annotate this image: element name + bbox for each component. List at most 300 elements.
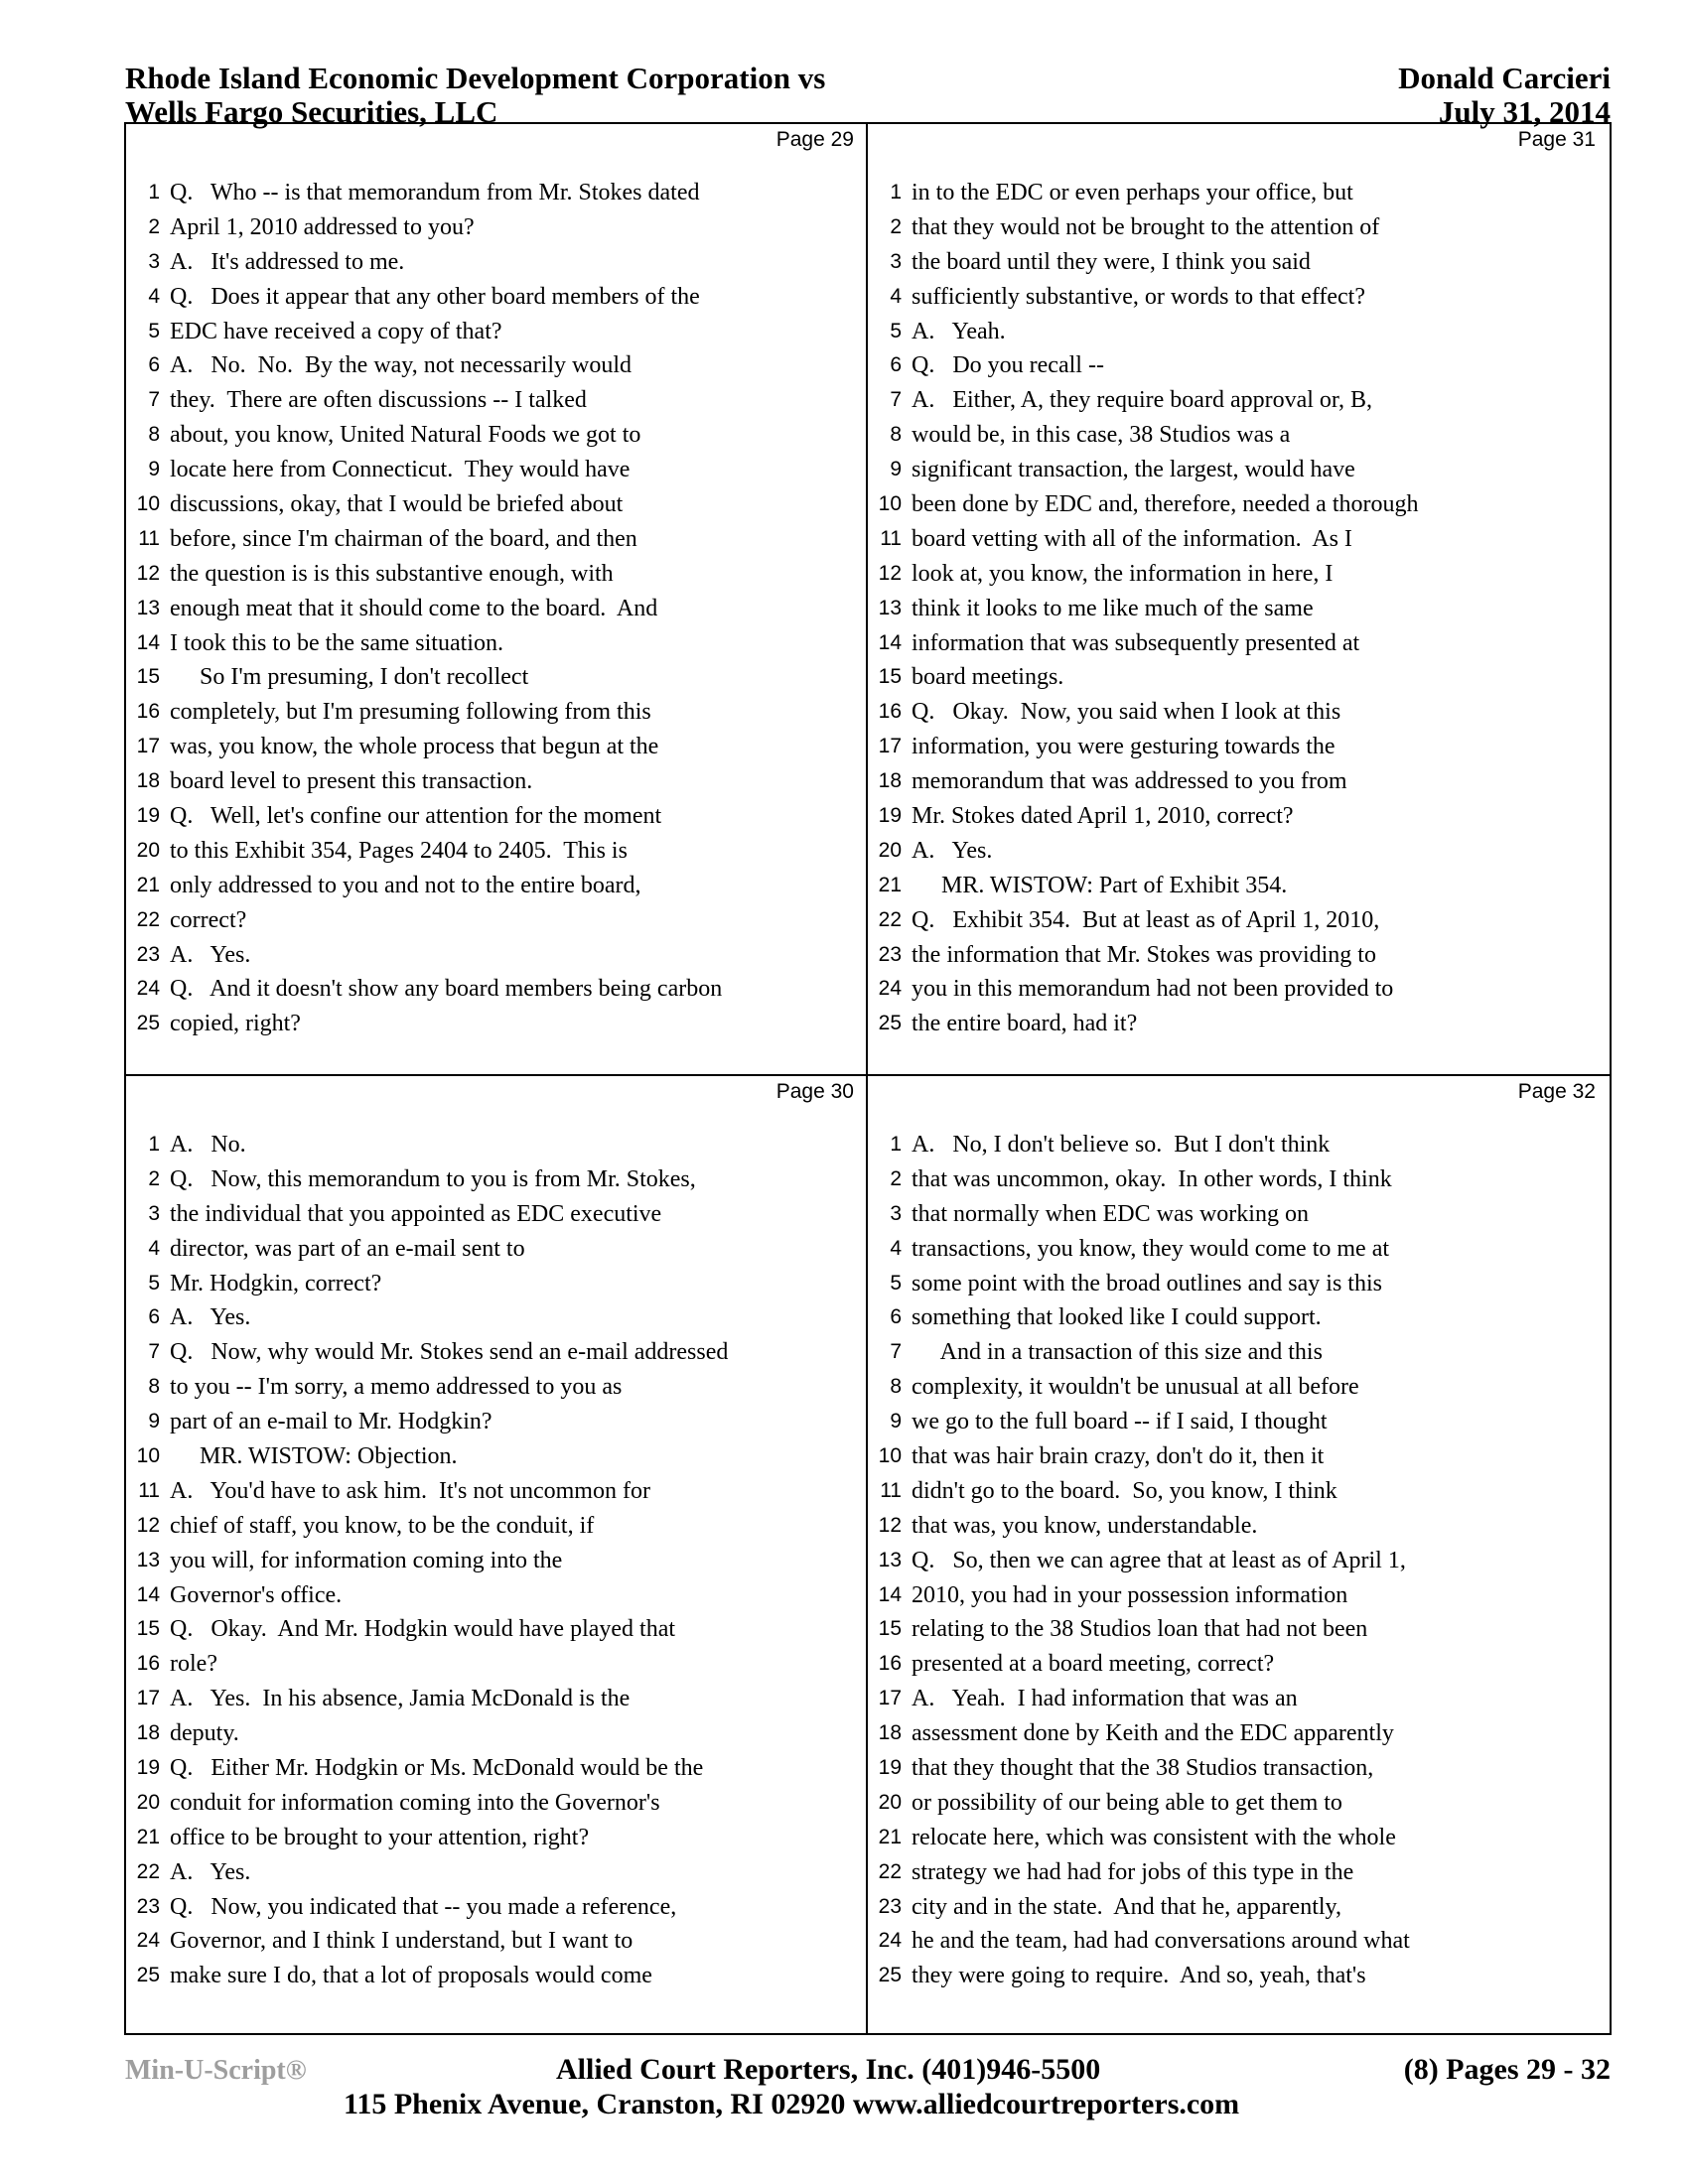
line-number: 12 <box>136 1513 160 1537</box>
transcript-line <box>868 1821 1610 1855</box>
line-text: didn't go to the board. So, you know, I think <box>912 1477 1337 1504</box>
line-text: conduit for information coming into the Governor's <box>170 1789 660 1816</box>
transcript-lines <box>868 176 1610 1041</box>
transcript-line <box>868 1474 1610 1509</box>
line-number: 5 <box>148 1271 160 1295</box>
line-text: something that looked like I could support. <box>912 1304 1322 1331</box>
line-number: 12 <box>878 561 902 585</box>
line-number: 22 <box>136 907 160 931</box>
line-number: 12 <box>136 561 160 585</box>
line-text: strategy we had had for jobs of this type in the <box>912 1858 1354 1885</box>
line-number: 8 <box>890 423 902 447</box>
line-text: the board until they were, I think you said <box>912 248 1311 275</box>
transcript-line <box>126 383 868 418</box>
line-text: copied, right? <box>170 1011 301 1037</box>
line-text: board vetting with all of the information. As I <box>912 525 1352 552</box>
line-number: 22 <box>878 907 902 931</box>
transcript-line <box>126 1474 868 1509</box>
line-number: 2 <box>148 214 160 238</box>
transcript-line <box>868 1924 1610 1959</box>
transcript-line <box>868 1007 1610 1041</box>
transcript-line <box>126 834 868 869</box>
line-text: deputy. <box>170 1720 239 1747</box>
transcript-line <box>868 1647 1610 1682</box>
line-text: before, since I'm chairman of the board, and then <box>170 525 637 552</box>
line-text: information, you were gesturing towards the <box>912 734 1336 760</box>
line-text: A. Yes. <box>170 941 251 968</box>
line-number: 14 <box>136 630 160 654</box>
transcript-line <box>126 1716 868 1751</box>
transcript-line <box>126 1786 868 1821</box>
transcript-line <box>868 1682 1610 1716</box>
line-text: A. Yeah. I had information that was an <box>912 1686 1298 1712</box>
line-number: 5 <box>890 319 902 342</box>
transcript-line <box>868 1716 1610 1751</box>
line-number: 14 <box>878 1582 902 1606</box>
line-number: 15 <box>878 1617 902 1641</box>
line-text: about, you know, United Natural Foods we got to <box>170 422 641 449</box>
transcript-line <box>868 1959 1610 1993</box>
line-number: 3 <box>890 249 902 273</box>
line-number: 10 <box>136 492 160 516</box>
line-number: 22 <box>136 1859 160 1883</box>
transcript-line <box>868 557 1610 592</box>
line-number: 25 <box>136 1964 160 1987</box>
transcript-line <box>126 1335 868 1370</box>
line-number: 11 <box>880 526 902 550</box>
line-text: A. Yeah. <box>912 318 1006 344</box>
transcript-line <box>868 626 1610 661</box>
line-number: 7 <box>890 1340 902 1364</box>
line-text: 2010, you had in your possession information <box>912 1581 1348 1608</box>
line-text: A. Yes. In his absence, Jamia McDonald is the <box>170 1686 631 1712</box>
line-number: 20 <box>878 838 902 862</box>
transcript-line <box>126 1405 868 1439</box>
line-number: 23 <box>136 1894 160 1918</box>
line-number: 24 <box>136 1929 160 1953</box>
line-text: Q. Exhibit 354. But at least as of April 1, 2010, <box>912 906 1380 933</box>
line-text: board level to present this transaction. <box>170 768 533 795</box>
line-number: 6 <box>148 353 160 377</box>
line-number: 12 <box>878 1513 902 1537</box>
line-text: A. It's addressed to me. <box>170 248 405 275</box>
transcript-line <box>126 522 868 557</box>
transcript-line <box>868 938 1610 973</box>
transcript-line <box>126 1959 868 1993</box>
line-text: presented at a board meeting, correct? <box>912 1651 1275 1678</box>
line-text: Q. Now, this memorandum to you is from Mr. Stokes, <box>170 1165 696 1192</box>
line-number: 18 <box>878 1721 902 1745</box>
line-number: 5 <box>890 1271 902 1295</box>
line-number: 7 <box>148 1340 160 1364</box>
line-number: 11 <box>138 1478 160 1502</box>
line-number: 9 <box>148 1410 160 1433</box>
line-number: 3 <box>890 1201 902 1225</box>
page-label: Page 31 <box>1517 128 1596 151</box>
line-number: 20 <box>136 1790 160 1814</box>
line-number: 2 <box>890 1166 902 1190</box>
transcript-line <box>868 903 1610 938</box>
line-number: 16 <box>878 700 902 724</box>
line-text: or possibility of our being able to get them to <box>912 1789 1342 1816</box>
transcript-line <box>868 418 1610 453</box>
line-text: the information that Mr. Stokes was providing to <box>912 941 1376 968</box>
line-number: 11 <box>880 1478 902 1502</box>
line-text: in to the EDC or even perhaps your office, but <box>912 180 1353 205</box>
line-number: 16 <box>136 1652 160 1676</box>
transcript-line <box>868 1544 1610 1578</box>
transcript-lines <box>868 1128 1610 1993</box>
line-number: 14 <box>878 630 902 654</box>
line-text: assessment done by Keith and the EDC apparently <box>912 1720 1394 1747</box>
line-number: 20 <box>878 1790 902 1814</box>
transcript-line <box>126 1682 868 1716</box>
footer-page-range: (8) Pages 29 - 32 <box>1403 2053 1611 2086</box>
line-text: would be, in this case, 38 Studios was a <box>912 422 1291 449</box>
line-number: 21 <box>878 1825 902 1848</box>
line-number: 20 <box>136 838 160 862</box>
line-text: A. No. No. By the way, not necessarily would <box>170 352 633 379</box>
line-text: to you -- I'm sorry, a memo addressed to you as <box>170 1374 623 1401</box>
line-number: 4 <box>890 284 902 308</box>
transcript-line <box>868 210 1610 245</box>
line-text: office to be brought to your attention, right? <box>170 1824 590 1850</box>
transcript-line <box>868 799 1610 834</box>
transcript-line <box>868 1509 1610 1544</box>
transcript-lines <box>126 176 868 1041</box>
line-text: Q. Well, let's confine our attention for the moment <box>170 803 662 830</box>
transcript-line <box>126 1162 868 1197</box>
line-number: 14 <box>136 1582 160 1606</box>
transcript-line <box>126 487 868 522</box>
transcript-line <box>868 280 1610 315</box>
line-text: Q. Does it appear that any other board members of the <box>170 283 700 310</box>
line-number: 13 <box>878 596 902 619</box>
footer-brand: Min-U-Script® <box>125 2055 307 2086</box>
line-text: part of an e-mail to Mr. Hodgkin? <box>170 1409 492 1435</box>
line-text: information that was subsequently presented at <box>912 629 1360 656</box>
transcript-line <box>868 315 1610 349</box>
transcript-line <box>868 1855 1610 1890</box>
line-number: 16 <box>136 700 160 724</box>
transcript-line <box>868 869 1610 903</box>
line-text: to this Exhibit 354, Pages 2404 to 2405. This is <box>170 837 628 864</box>
line-number: 15 <box>878 665 902 689</box>
line-text: correct? <box>170 906 247 933</box>
transcript-line <box>868 1786 1610 1821</box>
line-number: 17 <box>878 1687 902 1710</box>
case-caption <box>125 62 825 129</box>
transcript-line <box>126 280 868 315</box>
line-number: 13 <box>878 1548 902 1571</box>
transcript-line <box>868 1439 1610 1474</box>
transcript-line <box>126 1855 868 1890</box>
transcript-lines <box>126 1128 868 1993</box>
line-text: city and in the state. And that he, apparently, <box>912 1893 1341 1920</box>
line-number: 3 <box>148 249 160 273</box>
line-number: 19 <box>136 1756 160 1780</box>
transcript-line <box>126 764 868 799</box>
line-text: chief of staff, you know, to be the conduit, if <box>170 1512 595 1539</box>
line-text: Q. Who -- is that memorandum from Mr. Stokes dated <box>170 180 700 205</box>
transcript-line <box>126 1267 868 1301</box>
line-number: 10 <box>878 492 902 516</box>
line-text: they. There are often discussions -- I talked <box>170 387 587 414</box>
line-number: 25 <box>878 1964 902 1987</box>
line-text: that was hair brain crazy, don't do it, then it <box>912 1443 1325 1470</box>
case-caption-line1: Rhode Island Economic Development Corporation vs <box>125 61 826 95</box>
line-number: 1 <box>890 181 902 204</box>
transcript-line <box>126 1370 868 1405</box>
transcript-line <box>126 592 868 626</box>
transcript-line <box>868 1232 1610 1267</box>
line-number: 22 <box>878 1859 902 1883</box>
line-number: 11 <box>138 526 160 550</box>
line-number: 1 <box>148 1133 160 1156</box>
transcript-line <box>868 1128 1610 1162</box>
line-number: 10 <box>136 1444 160 1468</box>
line-text: that they would not be brought to the attention of <box>912 213 1380 240</box>
line-text: MR. WISTOW: Objection. <box>170 1443 458 1470</box>
line-number: 7 <box>148 388 160 412</box>
transcript-line <box>868 348 1610 383</box>
transcript-line <box>868 1335 1610 1370</box>
line-text: I took this to be the same situation. <box>170 629 503 656</box>
line-text: sufficiently substantive, or words to that effect? <box>912 283 1365 310</box>
line-number: 21 <box>878 873 902 896</box>
line-number: 19 <box>136 804 160 828</box>
line-text: Mr. Stokes dated April 1, 2010, correct? <box>912 803 1294 830</box>
line-number: 10 <box>878 1444 902 1468</box>
line-text: was, you know, the whole process that begun at the <box>170 734 659 760</box>
transcript-line <box>126 799 868 834</box>
line-text: been done by EDC and, therefore, needed a thorough <box>912 491 1419 518</box>
transcript-line <box>126 453 868 487</box>
witness-name: Donald Carcieri <box>1398 61 1611 95</box>
line-number: 18 <box>136 769 160 793</box>
line-text: discussions, okay, that I would be briefed about <box>170 491 624 518</box>
line-number: 4 <box>148 284 160 308</box>
line-number: 7 <box>890 388 902 412</box>
line-text: Q. Now, you indicated that -- you made a reference, <box>170 1893 677 1920</box>
line-number: 17 <box>878 735 902 758</box>
line-number: 15 <box>136 1617 160 1641</box>
horizontal-divider <box>124 1074 1612 1076</box>
line-text: some point with the broad outlines and say is this <box>912 1270 1382 1297</box>
transcript-line <box>126 1197 868 1232</box>
line-text: look at, you know, the information in here, I <box>912 560 1334 587</box>
line-text: complexity, it wouldn't be unusual at all before <box>912 1374 1359 1401</box>
transcript-line <box>126 1544 868 1578</box>
transcript-line <box>126 1821 868 1855</box>
deposition-date: July 31, 2014 <box>1438 94 1611 129</box>
transcript-line <box>868 592 1610 626</box>
line-number: 19 <box>878 1756 902 1780</box>
line-number: 21 <box>136 1825 160 1848</box>
line-number: 23 <box>878 942 902 966</box>
line-number: 8 <box>148 1375 160 1399</box>
line-number: 25 <box>136 1012 160 1035</box>
line-number: 8 <box>148 423 160 447</box>
line-text: enough meat that it should come to the board. And <box>170 595 658 621</box>
line-text: board meetings. <box>912 664 1064 691</box>
transcript-line <box>126 348 868 383</box>
transcript-line <box>868 834 1610 869</box>
line-text: Q. So, then we can agree that at least as of April 1, <box>912 1547 1406 1573</box>
line-text: Q. Either Mr. Hodgkin or Ms. McDonald would be the <box>170 1755 704 1782</box>
line-number: 24 <box>878 1929 902 1953</box>
transcript-line <box>868 1162 1610 1197</box>
line-number: 18 <box>878 769 902 793</box>
line-text: that they thought that the 38 Studios transaction, <box>912 1755 1374 1782</box>
transcript-line <box>868 1751 1610 1786</box>
transcript-line <box>126 1890 868 1925</box>
line-text: EDC have received a copy of that? <box>170 318 502 344</box>
line-text: you in this memorandum had not been provided to <box>912 976 1394 1003</box>
transcript-line <box>868 383 1610 418</box>
line-text: you will, for information coming into the <box>170 1547 563 1573</box>
line-text: MR. WISTOW: Part of Exhibit 354. <box>912 872 1288 898</box>
line-text: A. No, I don't believe so. But I don't think <box>912 1132 1331 1158</box>
transcript-line <box>868 660 1610 695</box>
page-label: Page 29 <box>775 128 854 151</box>
line-number: 17 <box>136 1687 160 1710</box>
line-number: 19 <box>878 804 902 828</box>
transcript-line <box>126 626 868 661</box>
line-text: director, was part of an e-mail sent to <box>170 1235 525 1262</box>
transcript-line <box>868 1267 1610 1301</box>
line-number: 4 <box>148 1236 160 1260</box>
line-text: relating to the 38 Studios loan that had not been <box>912 1616 1368 1643</box>
line-number: 1 <box>890 1133 902 1156</box>
transcript-line <box>126 418 868 453</box>
line-text: A. No. <box>170 1132 246 1158</box>
line-number: 24 <box>136 977 160 1001</box>
footer-reporter: Allied Court Reporters, Inc. (401)946-5500 <box>556 2053 1101 2086</box>
line-text: Governor's office. <box>170 1581 343 1608</box>
line-number: 1 <box>148 181 160 204</box>
page-label: Page 30 <box>775 1080 854 1103</box>
line-text: memorandum that was addressed to you from <box>912 768 1347 795</box>
transcript-line <box>126 1232 868 1267</box>
line-number: 23 <box>878 1894 902 1918</box>
transcript-line <box>126 903 868 938</box>
line-number: 6 <box>890 353 902 377</box>
transcript-line <box>868 1370 1610 1405</box>
line-number: 9 <box>890 458 902 481</box>
line-number: 4 <box>890 1236 902 1260</box>
case-caption-line2: Wells Fargo Securities, LLC <box>125 94 498 129</box>
transcript-line <box>868 1405 1610 1439</box>
line-text: transactions, you know, they would come to me at <box>912 1235 1390 1262</box>
transcript-line <box>126 1924 868 1959</box>
transcript-line <box>126 1439 868 1474</box>
transcript-line <box>126 315 868 349</box>
line-number: 13 <box>136 596 160 619</box>
line-text: locate here from Connecticut. They would have <box>170 457 631 483</box>
line-number: 17 <box>136 735 160 758</box>
line-number: 6 <box>148 1305 160 1329</box>
transcript-line <box>126 1509 868 1544</box>
transcript-line <box>868 1300 1610 1335</box>
line-number: 18 <box>136 1721 160 1745</box>
line-number: 16 <box>878 1652 902 1676</box>
transcript-line <box>126 1578 868 1613</box>
line-number: 21 <box>136 873 160 896</box>
line-text: A. Yes. <box>912 837 993 864</box>
transcript-line <box>126 1300 868 1335</box>
line-text: that was uncommon, okay. In other words, I think <box>912 1165 1392 1192</box>
line-text: Q. And it doesn't show any board members being carbon <box>170 976 723 1003</box>
line-text: the individual that you appointed as EDC executive <box>170 1200 662 1227</box>
line-text: And in a transaction of this size and this <box>912 1339 1323 1366</box>
line-text: So I'm presuming, I don't recollect <box>170 664 529 691</box>
transcript-line <box>126 1128 868 1162</box>
deposition-info <box>1398 62 1611 129</box>
line-text: Mr. Hodgkin, correct? <box>170 1270 382 1297</box>
transcript-line <box>868 453 1610 487</box>
transcript-line <box>868 487 1610 522</box>
transcript-line <box>868 695 1610 730</box>
line-text: they were going to require. And so, yeah, that's <box>912 1963 1366 1989</box>
line-text: A. Either, A, they require board approval or, B, <box>912 387 1372 414</box>
line-text: A. Yes. <box>170 1858 251 1885</box>
line-number: 2 <box>148 1166 160 1190</box>
transcript-line <box>126 1647 868 1682</box>
transcript-line <box>126 730 868 764</box>
line-number: 5 <box>148 319 160 342</box>
line-number: 15 <box>136 665 160 689</box>
line-number: 9 <box>148 458 160 481</box>
transcript-line <box>868 1578 1610 1613</box>
transcript-line <box>126 1612 868 1647</box>
line-text: only addressed to you and not to the entire board, <box>170 872 641 898</box>
line-text: that was, you know, understandable. <box>912 1512 1258 1539</box>
transcript-line <box>868 764 1610 799</box>
line-number: 9 <box>890 1410 902 1433</box>
transcript-line <box>126 1007 868 1041</box>
transcript-line <box>126 557 868 592</box>
line-number: 25 <box>878 1012 902 1035</box>
line-text: A. You'd have to ask him. It's not uncommon for <box>170 1477 650 1504</box>
line-text: role? <box>170 1651 217 1678</box>
transcript-line <box>868 972 1610 1007</box>
line-text: he and the team, had had conversations around what <box>912 1928 1410 1955</box>
transcript-line <box>868 245 1610 280</box>
transcript-line <box>126 938 868 973</box>
transcript-line <box>868 730 1610 764</box>
line-number: 23 <box>136 942 160 966</box>
line-number: 8 <box>890 1375 902 1399</box>
line-text: the question is is this substantive enough, with <box>170 560 614 587</box>
line-text: that normally when EDC was working on <box>912 1200 1309 1227</box>
line-text: Q. Do you recall -- <box>912 352 1104 379</box>
line-text: Governor, and I think I understand, but I want to <box>170 1928 633 1955</box>
line-text: we go to the full board -- if I said, I thought <box>912 1409 1328 1435</box>
transcript-line <box>126 245 868 280</box>
line-number: 13 <box>136 1548 160 1571</box>
line-text: Q. Okay. And Mr. Hodgkin would have played that <box>170 1616 676 1643</box>
transcript-line <box>126 210 868 245</box>
line-text: A. Yes. <box>170 1304 251 1331</box>
line-number: 3 <box>148 1201 160 1225</box>
line-text: completely, but I'm presuming following from this <box>170 699 651 726</box>
transcript-line <box>868 1890 1610 1925</box>
transcript-line <box>868 522 1610 557</box>
page-label: Page 32 <box>1517 1080 1596 1103</box>
transcript-line <box>126 695 868 730</box>
line-text: make sure I do, that a lot of proposals would come <box>170 1963 652 1989</box>
